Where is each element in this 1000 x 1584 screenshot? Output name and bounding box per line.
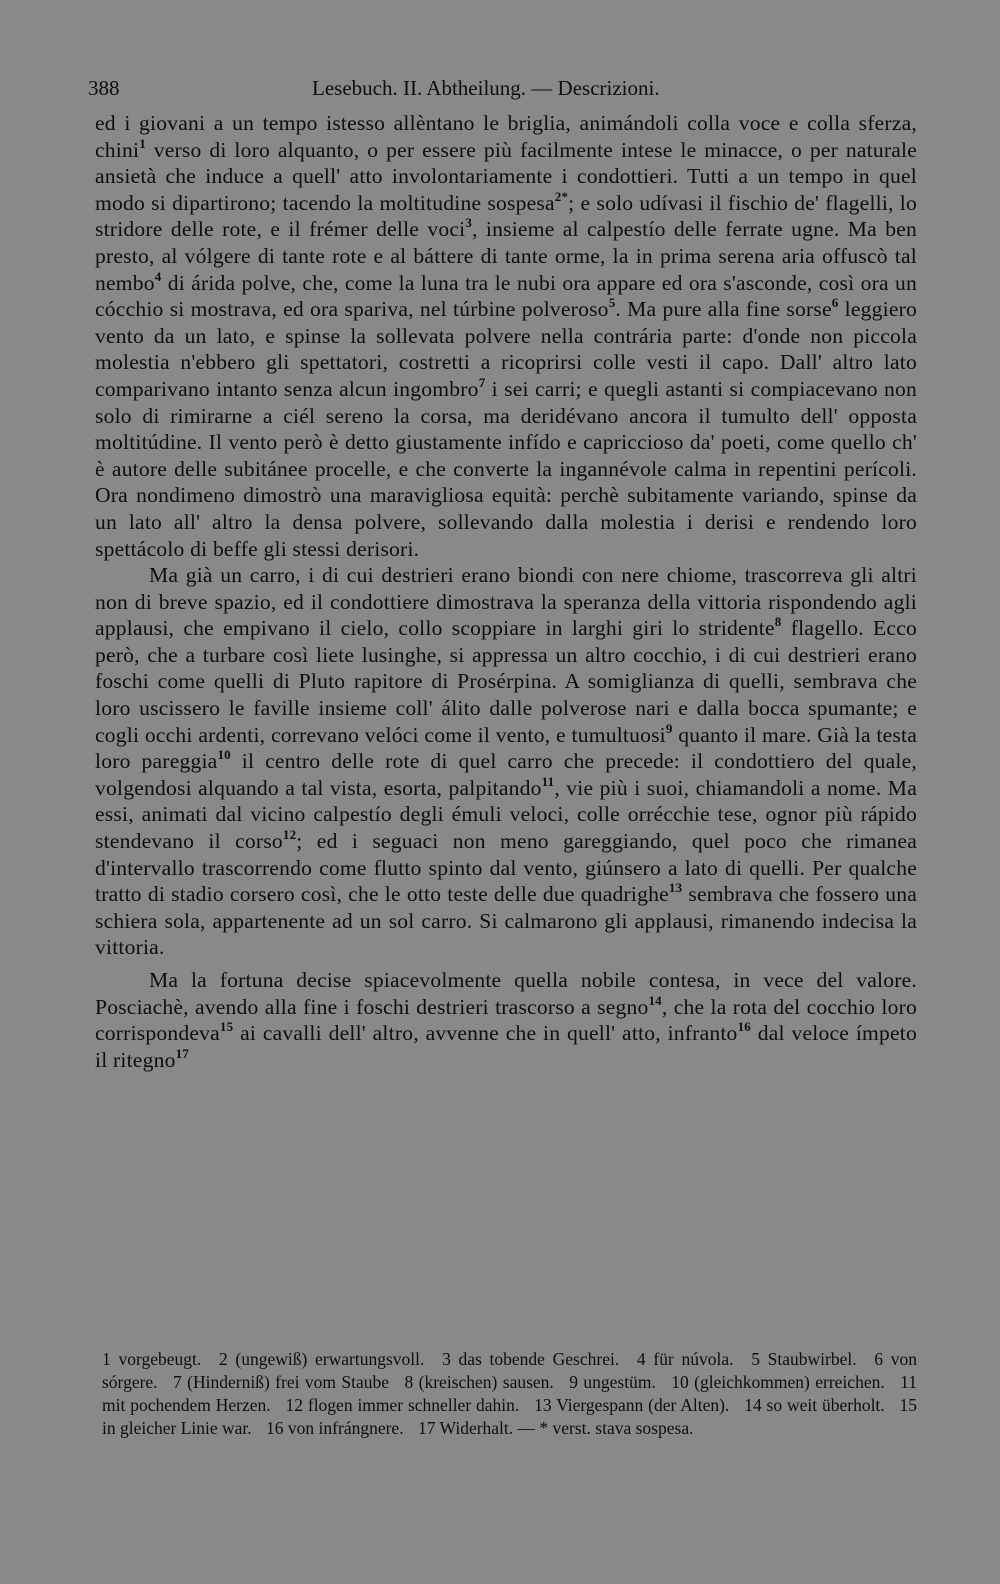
footnote: 1 vorgebeugt. [102, 1349, 202, 1369]
text-run: ai cavalli dell' altro, avvenne che in quell' atto, infranto [233, 1021, 738, 1046]
page-header [88, 70, 918, 106]
text-run: , insieme al calpestío delle ferrate ugne. Ma ben presto, al vólgere di tante rote e al báttere di tante orme, la in prima serena aria offuscò tal nembo [95, 217, 917, 295]
footnote: 13 Viergespann (der Alten). [534, 1395, 730, 1415]
text-run: , vie più i suoi, chiamandoli a nome. Ma essi, animati dal vicino calpestío degli émuli veloci, colle orrécchie tese, ognor più rápido stendevano il corso [95, 775, 917, 854]
footnote-marker: 14 [648, 992, 662, 1008]
text-run: ; ed i seguaci non meno gareggiando, quel poco che rimanea d'intervallo trascorrendo come flutto spinto dal vento, giúnsero a lato di quelli. Per qualche tratto di stadio corsero così, che le otto teste delle due quadrighe [95, 829, 918, 907]
footnote-marker: 3 [465, 215, 473, 231]
footnote: 4 für núvola. [636, 1349, 734, 1369]
footnote: 11 mit pochendem Herzen. [102, 1372, 918, 1415]
footnote-marker: 11 [541, 773, 555, 789]
text-run: Ma già un carro, i di cui destrieri erano biondi con nere chiome, trascorreva gli altri non di breve spazio, ed il condottiere dimostrava la speranza della vittoria rispondendo agli applausi, che empivano il cielo, collo scoppiare in larghi giri lo stridente [95, 563, 917, 641]
footnote: 9 ungestüm. [569, 1372, 656, 1392]
text-run: i sei carri; e quegli astanti si compiacevano non solo di rimirarne a ciél sereno la corsa, ma deridévano ancora il tumulto dell' opposta moltitúdine. Il vento però è detto giustamente infído e capriccioso da' poeti, come quello ch' è autore delle subitánee procelle, e che converte la ingannévole calma in repentini perícoli. Ora nondimeno dimostrò una maravigliosa equità: perchè subitamente variando, spinse da un lato all' altro la densa polvere, sollevando dalla molestia i derisi e rendendo loro spettácolo di beffe gli stessi derisori. [95, 376, 918, 561]
text-run: ; e solo udívasi il fischio de' flagelli, lo stridore delle rote, e il frémer delle voci [95, 190, 917, 242]
text-run: ed i giovani a un tempo istesso allèntano le briglia, animándoli colla voce e colla sferza, chini [95, 111, 917, 162]
text-run: di árida polve, che, come la luna tra le nubi ora appare ed ora s'asconde, così ora un cócchio si mostrava, ed ora spariva, nel túrbine polveroso [95, 270, 917, 322]
text-run: quanto il mare. Già la testa loro pareggia [95, 722, 917, 774]
footnote-marker: 13 [668, 880, 683, 896]
footnote-marker: 1 [139, 135, 146, 151]
footnote-marker: 16 [737, 1019, 751, 1035]
footnote: 10 (gleichkommen) erreichen. [671, 1372, 885, 1392]
paragraph [95, 110, 917, 562]
text-run: sembrava che fossero una schiera sola, appartenente ad un sol carro. Si calmarono gli applausi, rimanendo indecisa la vittoria. [95, 882, 918, 960]
footnote: 17 Widerhalt. — * verst. stava sospesa. [417, 1418, 694, 1438]
text-run: leggiero vento da un lato, e spinse la sollevata polvere nella contrária parte: d'onde non piccola molestia n'ebbero gli spettatori, costretti a ricoprirsi colle vesti il capo. Dall' altro lato comparivano intanto senza alcun ingombro [95, 297, 917, 401]
footnote: 16 von infrángnere. [266, 1418, 404, 1438]
running-title: Lesebuch. II. Abtheilung. — Descrizioni. [312, 76, 660, 100]
footnote-marker: 4 [154, 268, 162, 284]
footnote: 5 Staubwirbel. [751, 1349, 857, 1369]
footnote-marker: 17 [175, 1045, 189, 1061]
text-run: verso di loro alquanto, o per essere più facilmente intese le minacce, o per naturale ansietà che induce a quell' atto involontariamente i condottieri. Tutti a un tempo in quel modo si dipartirono; tacendo la moltitudine sospesa [95, 137, 917, 215]
footnote-marker: 5 [608, 295, 616, 311]
text-run: , che la rota del cocchio loro corrispondeva [95, 994, 917, 1046]
footnote-marker: 12 [282, 827, 297, 843]
footnote-marker: 6 [831, 295, 839, 311]
footnote-marker: 7 [478, 374, 486, 390]
paragraph [95, 967, 917, 1073]
footnote-marker: 8 [774, 614, 782, 630]
footnote-marker: 15 [219, 1019, 234, 1035]
paragraph [95, 562, 917, 961]
footnote: 6 von sórgere. [102, 1349, 917, 1392]
text-run: flagello. Ecco però, che a turbare così liete lusinghe, si appressa un altro cocchio, i di cui destrieri erano foschi come quelli di Pluto rapitore di Prosérpina. A somiglianza di quelli, sembrava che loro uscissero le faville insieme coll' álito dalle polverose nari e dalla bocca spumante; e cogli occhi ardenti, correvano velóci come il vento, e tumultuosi [95, 616, 917, 747]
footnote: 15 in gleicher Linie war. [102, 1395, 918, 1438]
footnote: 7 (Hinderniß) frei vom Staube [172, 1372, 390, 1392]
footnote: 3 das tobende Geschrei. [442, 1349, 620, 1369]
text-run: Ma la fortuna decise spiacevolmente quella nobile contesa, in vece del valore. Posciachè, avendo alla fine i foschi destrieri trascorso a segno [95, 968, 917, 1019]
footnote: 8 (kreischen) sausen. [404, 1372, 554, 1392]
footnote-marker: 2* [554, 188, 569, 204]
footnote: 12 flogen immer schneller dahin. [285, 1395, 520, 1415]
footnote-marker: 9 [665, 720, 673, 736]
text-run: . Ma pure alla fine sorse [615, 297, 832, 322]
text-run: dal veloce ímpeto il ritegno [95, 1021, 917, 1072]
page-number: 388 [88, 76, 120, 100]
footnote: 14 so weit überholt. [744, 1395, 885, 1415]
footnote: 2 (ungewiß) erwartungsvoll. [218, 1349, 425, 1369]
footnote-marker: 10 [217, 747, 231, 763]
footnotes [102, 1348, 917, 1440]
text-run: il centro delle rote di quel carro che precede: il condottiero del quale, volgendosi alquando a tal vista, esorta, palpitando [95, 749, 917, 800]
body-text [95, 110, 917, 1073]
